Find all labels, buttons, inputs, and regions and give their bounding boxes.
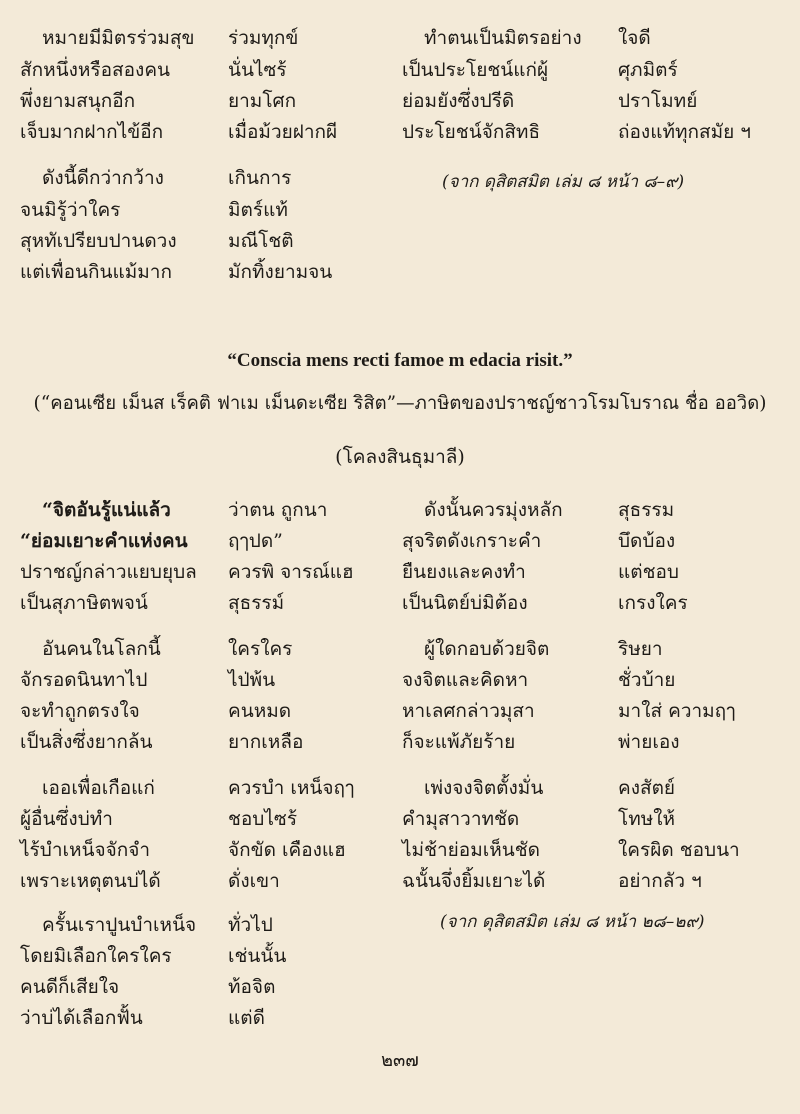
verse-row [0, 807, 800, 837]
verse-line: จักขัด เคืองแฮ [228, 839, 346, 861]
verse-row [0, 699, 800, 729]
verse-line: ไม่ช้าย่อมเห็นชัด [402, 839, 540, 861]
verse-line: เจ็บมากฝากไข้อีก [20, 121, 164, 143]
verse-row [0, 730, 800, 760]
verse-line: คนหมด [228, 700, 292, 722]
verse-row [0, 198, 800, 228]
verse-line: สุหทัเปรียบปานดวง [20, 230, 177, 252]
verse-line: ศุภมิตร์ [618, 59, 678, 81]
verse-line: สุจริตดังเกราะคำ [402, 530, 542, 552]
verse-line: เกินการ [228, 167, 292, 189]
verse-line: อันคนในโลกนี้ [42, 638, 161, 660]
verse-line: นั่นไซร้ [228, 59, 287, 81]
verse-line: หาเลศกล่าวมุสา [402, 700, 535, 722]
verse-row [0, 591, 800, 621]
transliteration: (“คอนเซีย เม็นส เร็คติ ฟาเม เม็นดะเซีย ริสิต”—ภาษิตของปราชญ์ชาวโรมโบราณ ชื่อ ออวิด) [33, 393, 767, 414]
verse-line: ยามโศก [228, 90, 297, 112]
verse-line: จนมิรู้ว่าใคร [20, 199, 121, 221]
verse-row [0, 975, 800, 1005]
verse-row [0, 1006, 800, 1036]
latin-quote: “Conscia mens recti famoe m edacia risit.” [227, 350, 573, 371]
verse-line: ผู้ใดกอบด้วยจิต [424, 638, 550, 660]
verse-line: ดังนั้นควรมุ่งหลัก [424, 499, 563, 521]
verse-line: โทษให้ [618, 808, 676, 830]
verse-line: อย่ากลัว ฯ [618, 870, 702, 892]
verse-line: ถ่องแท้ทุกสมัย ฯ [618, 121, 751, 143]
verse-row [0, 58, 800, 88]
verse-line: ย่อมยังซึ่งปรีดิ [402, 90, 515, 112]
verse-line: ใครใคร [228, 638, 293, 660]
verse-line: เป็นสุภาษิตพจน์ [20, 592, 148, 614]
meter-heading: (โคลงสินธุมาลี) [335, 446, 465, 468]
verse-row [0, 120, 800, 150]
page-number: ๒๓๗ [381, 1050, 419, 1071]
verse-line: ประโยชน์จักสิทธิ [402, 121, 541, 143]
verse-line: ร่วมทุกข์ [228, 27, 299, 49]
verse-line: เพ่งจงจิตตั้งมั่น [424, 777, 544, 799]
verse-line: ยืนยงและคงทำ [402, 561, 526, 583]
verse-line: จักรอดนินทาไป [20, 669, 148, 691]
verse-line: ปราโมทย์ [618, 90, 698, 112]
verse-line: มักทิ้งยามจน [228, 261, 333, 283]
verse-row [0, 668, 800, 698]
verse-line: ปราชญ์กล่าวแยบยุบล [20, 561, 197, 583]
verse-line: ริษยา [618, 638, 663, 660]
verse-row [0, 637, 800, 667]
verse-line: สุธรรม [618, 499, 675, 521]
verse-line: หมายมีมิตรร่วมสุข [42, 27, 195, 49]
verse-row [0, 89, 800, 119]
verse-line: สุธรรม์ [228, 592, 285, 614]
verse-line: ครั้นเราปูนบำเหน็จ [42, 914, 197, 936]
verse-line: ท้อจิต [228, 976, 276, 998]
verse-row [0, 260, 800, 290]
verse-row [0, 26, 800, 56]
verse-line: เป็นสิ่งซึ่งยากล้น [20, 731, 153, 753]
verse-line: สักหนึ่งหรือสองคน [20, 59, 171, 81]
verse-line: ทั่วไป [228, 914, 273, 936]
verse-line: เป็นนิตย์บ่มิต้อง [402, 592, 528, 614]
verse-row [0, 869, 800, 899]
verse-line: ใครผิด ชอบนา [618, 839, 740, 861]
verse-line: เกรงใคร [618, 592, 688, 614]
verse-line: แต่ดี [228, 1007, 265, 1029]
verse-line: แต่ชอบ [618, 561, 679, 583]
verse-line: จะทำถูกตรงใจ [20, 700, 140, 722]
verse-line: คนดีก็เสียใจ [20, 976, 120, 998]
verse-line: โดยมิเลือกใครใคร [20, 945, 172, 967]
verse-row [0, 944, 800, 974]
verse-row [0, 529, 800, 559]
verse-line: ทำตนเป็นมิตรอย่าง [424, 27, 582, 49]
verse-line: ชั่วบ้าย [618, 669, 676, 691]
citation: (จาก ดุสิตสมิต เล่ม ๘ หน้า ๒๘–๒๙) [440, 912, 705, 932]
verse-line: ดังนี้ดีกว่ากว้าง [42, 167, 164, 189]
verse-row [0, 776, 800, 806]
verse-line: ก็จะแพ้ภัยร้าย [402, 731, 516, 753]
verse-line: พึ่งยามสนุกอีก [20, 90, 136, 112]
verse-line: ดั่งเขา [228, 870, 280, 892]
verse-line: “จิตอันรู้แน่แล้ว [42, 499, 171, 521]
verse-line: จงจิตและคิดหา [402, 669, 529, 691]
verse-line: ไร้บำเหน็จจักจำ [20, 839, 151, 861]
verse-line: บึดบ้อง [618, 530, 676, 552]
verse-line: แต่เพื่อนกินแม้มาก [20, 261, 172, 283]
verse-line: ชอบไซร้ [228, 808, 298, 830]
verse-line: เพราะเหตุตนบ่ได้ [20, 870, 161, 892]
verse-row [0, 560, 800, 590]
verse-line: ว่าตน ถูกนา [228, 499, 328, 521]
verse-line: ว่าบ่ได้เลือกฟั้น [20, 1007, 143, 1029]
verse-line: ฤๅปด” [228, 530, 283, 552]
citation: (จาก ดุสิตสมิต เล่ม ๘ หน้า ๘–๙) [442, 172, 685, 192]
verse-line: พ่ายเอง [618, 731, 680, 753]
verse-line: ฉนั้นจึ่งยิ้มเยาะได้ [402, 870, 546, 892]
verse-line: คำมุสาวาทชัด [402, 808, 520, 830]
verse-line: มณีโชติ [228, 230, 294, 252]
verse-row [0, 229, 800, 259]
verse-line: มิตร์แท้ [228, 199, 288, 221]
verse-line: “ย่อมเยาะคำแห่งคน [20, 530, 188, 552]
verse-line: เมื่อม้วยฝากผี [228, 121, 338, 143]
verse-row [0, 498, 800, 528]
verse-line: เป็นประโยชน์แก่ผู้ [402, 59, 549, 81]
verse-row [0, 838, 800, 868]
verse-line: ผู้อื่นซึ่งบ่ทำ [20, 808, 113, 830]
verse-line: เช่นนั้น [228, 945, 287, 967]
verse-line: ใจดี [618, 27, 651, 49]
verse-line: ยากเหลือ [228, 731, 304, 753]
verse-line: ไป่พ้น [228, 669, 276, 691]
verse-line: ควรพิ จารณ์แฮ [228, 561, 354, 583]
verse-line: มาใส่ ความฤๅ [618, 700, 736, 722]
verse-line: เออเพื่อเกือแก่ [42, 777, 155, 799]
verse-line: ควรบำ เหน็จฤๅ [228, 777, 355, 799]
verse-line: คงสัตย์ [618, 777, 676, 799]
